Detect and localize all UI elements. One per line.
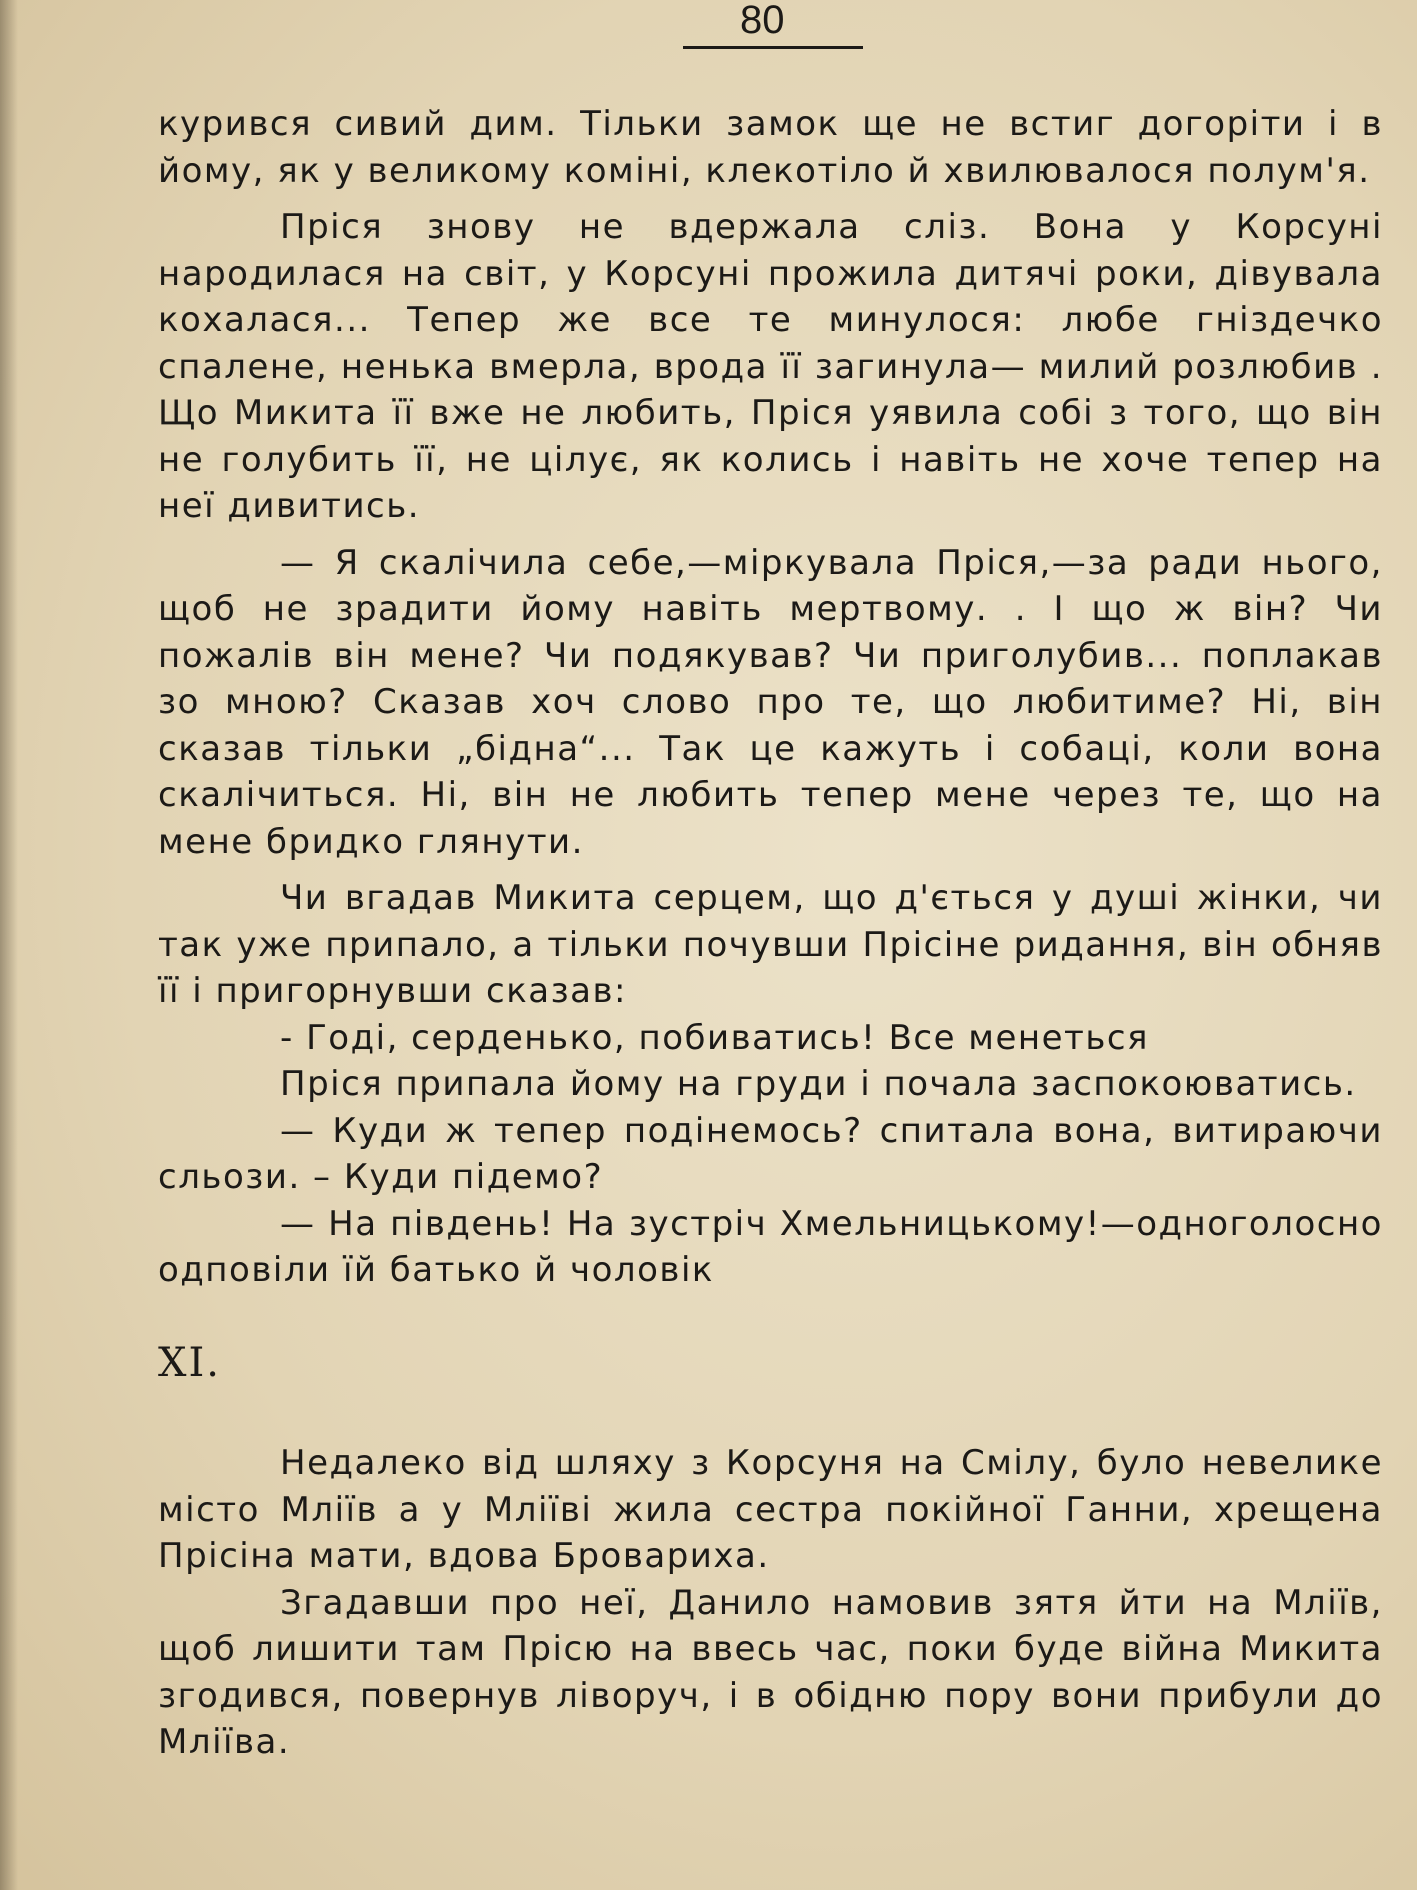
- page-number: 80: [740, 0, 785, 42]
- paragraph-3: — Я скалічила себе,—міркувала Пріся,—за ради нього, щоб не зрадити йому навіть мертвому. . І що ж він? Чи пожалів він мене? Чи подякував? Чи приголубив... поплакав зо мною? Сказав хоч слово про те, що любитиме? Ні, він сказав тільки „бідна“... Так це кажуть і собаці, коли вона скалічиться. Ні, він не любить тепер мене через те, що на мене бридко глянути.: [158, 542, 1383, 862]
- header-rule: [683, 46, 863, 49]
- paragraph-5: - Годі, серденько, побиватись! Все менеться: [280, 1017, 1150, 1058]
- body-text: [158, 101, 1383, 1766]
- chapter-heading: XI.: [158, 1339, 221, 1386]
- paragraph-8: — На південь! На зустріч Хмельницькому!—одноголосно одповіли їй батько й чоловік: [158, 1203, 1383, 1290]
- chapter-paragraph-1: Недалеко від шляху з Корсуня на Смілу, було невелике місто Мліїв а у Мліїві жила сестра покійної Ганни, хрещена Прісіна мати, вдова Броварихa.: [158, 1443, 1383, 1576]
- paragraph-2: Пріся знову не вдержала сліз. Вона у Корсуні народилася на світ, у Корсуні прожила дитячі роки, дівувала кохалася... Тепер же все те минулося: любе гніздечко спалене, ненька вмерла, врода її загинула— милий розлюбив . Що Микита її вже не любить, Пріся уявила собі з того, що він не голубить її, не цілує, як колись і навіть не хоче тепер на неї дивитись.: [158, 207, 1383, 526]
- paragraph-1: курився сивий дим. Тільки замок ще не встиг догоріти і в йому, як у великому коміні, клекотіло й хвилювалося полум'я.: [158, 104, 1383, 191]
- paragraph-4: Чи вгадав Микита серцем, що д'ється у душі жінки, чи так уже припало, а тільки почувши Прісіне ридання, він обняв її і пригорнувши сказав:: [158, 878, 1383, 1011]
- paragraph-7: — Куди ж тепер подінемось? спитала вона, витираючи сльози. – Куди підемо?: [158, 1110, 1383, 1197]
- chapter-paragraph-2: Згадавши про неї, Данило намовив зятя йти на Мліїв, щоб лишити там Прісю на ввесь час, поки буде війна Микита згодився, повернув ліворуч, і в обідню пору вони прибули до Мліїва.: [158, 1582, 1383, 1762]
- binding-shadow: [0, 0, 18, 1890]
- paragraph-6: Пріся припала йому на груди і почала заспокоюватись.: [280, 1064, 1357, 1104]
